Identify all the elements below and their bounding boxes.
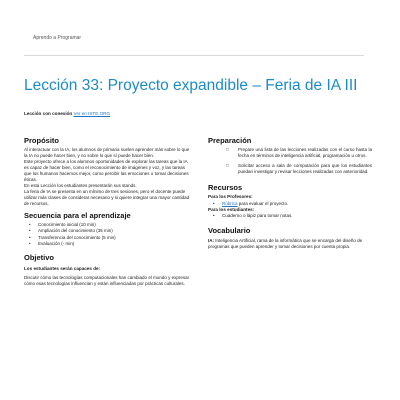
iste-link[interactable]: Ver en ISTE.ORG xyxy=(73,111,111,116)
vocabulario-heading: Vocabulario xyxy=(208,225,251,235)
proposito-heading: Propósito xyxy=(24,136,59,145)
vocabulario-definition: Inteligencia Artificial, rama de la informática que se encarga del diseño de programas que pueden aprender y tomar decisiones por cuenta propia. xyxy=(208,237,363,249)
vocabulario-entry xyxy=(208,238,372,250)
list-item: • Ampliación del conocimiento (35 min) xyxy=(24,228,190,234)
objetivo-text: Discutir cómo las tecnologías computacionales han cambiado el mundo y expresar cómo esas tecnologías influencian y están influenciadas por prácticas culturales. xyxy=(24,275,190,287)
rubrica-text: para evaluar el proyecto. xyxy=(237,200,289,206)
profesores-label: Para los Profesores: xyxy=(208,194,253,199)
header-divider xyxy=(24,55,364,56)
proposito-paragraph: En esta Lección los estudiantes presentarán sus stands. xyxy=(24,183,137,188)
recursos-heading: Recursos xyxy=(208,183,243,192)
proposito-paragraph: La feria de IA se presenta en un mínimo de tres sesiones, pero el docente puede utilizar más clases de considerar necesario y si quiere integrar una mayor cantidad de recursos. xyxy=(24,189,190,206)
list-item: • Conocimiento inicial (10 min) xyxy=(24,222,190,228)
proposito-paragraph: Este proyecto ofrece a los alumnos oportunidades de explorar las tareas que la IA es capaz de hacer bien, como el reconocimiento de imágenes y voz, y las tareas que los humanos hacemos mejor, como percibir las emociones o tomar decisiones éticas. xyxy=(24,159,189,182)
list-item: □ Prepare una lista de las lecciones realizadas con el curso hasta la fecha en términos de inteligencia artificial, programación u otros. xyxy=(208,147,372,159)
course-header: Aprendo a Programar xyxy=(33,35,82,41)
list-item: • Transferencia del conocimiento (5 min) xyxy=(24,235,190,241)
list-item: • Evaluación (- min) xyxy=(24,241,190,247)
connection-label: Lección con conexión xyxy=(24,111,73,116)
left-column xyxy=(24,136,190,287)
page-title: Lección 33: Proyecto expandible – Feria de IA III xyxy=(24,77,358,95)
preparacion-list xyxy=(208,147,372,175)
objetivo-heading: Objetivo xyxy=(24,252,55,262)
estudiantes-label: Para los estudiantes: xyxy=(208,206,255,212)
list-item: □ Solicitar acceso a sala de computación para que los estudiantes puedan investigar y revisar lecciones realizadas con anterioridad. xyxy=(208,163,372,175)
proposito-paragraph: Al interactuar con la IA, los alumnos de primaria suelen aprender más sobre lo que la IA no puede hacer bien, y no sobre lo que sí puede hacer bien. xyxy=(24,147,190,158)
preparacion-heading: Preparación xyxy=(208,136,252,145)
estudiantes-list xyxy=(208,213,372,219)
profesores-list xyxy=(208,201,372,207)
connection-line xyxy=(24,111,110,116)
list-item: • Cuaderno o lápiz para tomar notas. xyxy=(208,213,372,219)
list-item xyxy=(208,201,372,207)
right-column xyxy=(208,136,372,250)
vocabulario-term: IA: xyxy=(208,237,214,243)
objetivo-subheading: Los estudiantes serán capaces de: xyxy=(24,265,101,271)
secuencia-heading: Secuencia para el aprendizaje xyxy=(24,211,131,220)
rubrica-link[interactable]: Rúbrica xyxy=(222,200,238,206)
secuencia-list xyxy=(24,222,190,248)
